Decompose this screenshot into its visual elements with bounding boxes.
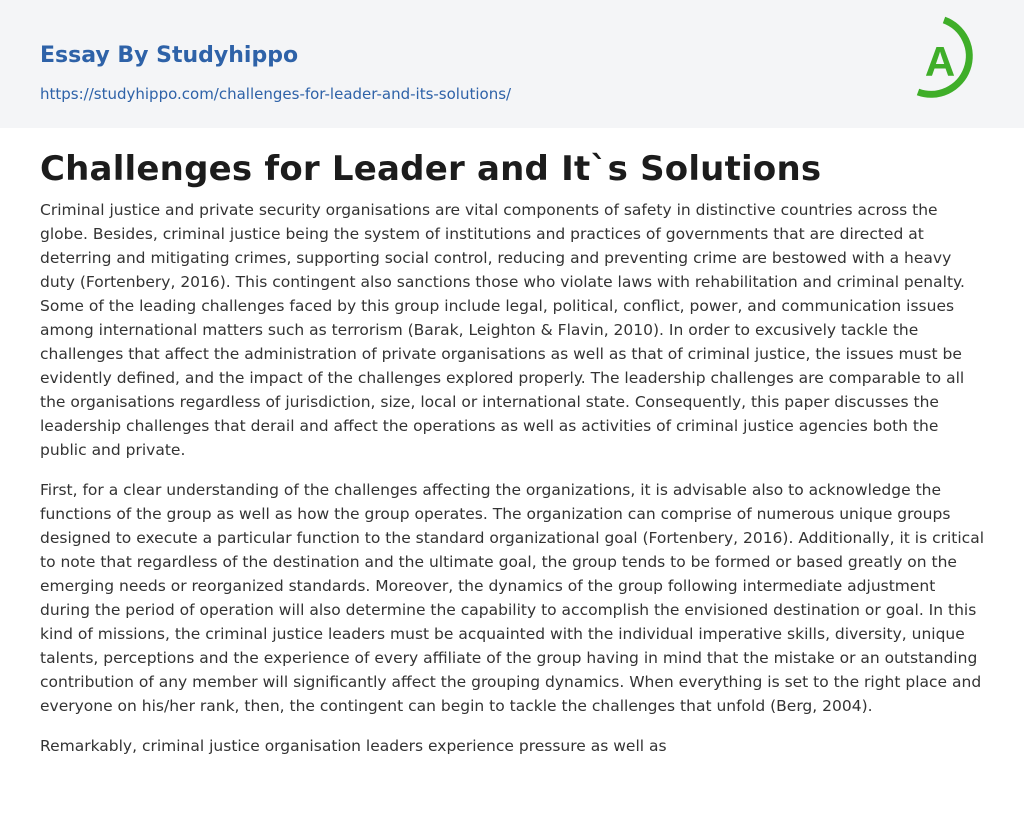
brand-title[interactable]: Essay By Studyhippo	[40, 43, 299, 68]
article	[40, 146, 984, 774]
page-title: Challenges for Leader and It`s Solutions	[40, 149, 822, 189]
logo-letter: A	[924, 38, 956, 85]
article-paragraph: First, for a clear understanding of the challenges affecting the organizations, it is advisable also to acknowledge the functions of the group as well as how the group operates. The organization can comprise of numerous unique groups designed to execute a particular function to the standard organizational goal (Fortenbery, 2016). Additionally, it is critical to note that regardless of the destination and the ultimate goal, the group tends to be formed or based greatly on the emerging needs or reorganized standards. Moreover, the dynamics of the group following intermediate adjustment during the period of operation will also determine the capability to accomplish the envisioned destination or goal. In this kind of missions, the criminal justice leaders must be acquainted with the individual imperative skills, diversity, unique talents, perceptions and the experience of every affiliate of the group having in mind that the mistake or an outstanding contribution of any member will significantly affect the grouping dynamics. When everything is set to the right place and everyone on his/her rank, then, the contingent can begin to tackle the challenges that unfold (Berg, 2004).	[40, 481, 984, 715]
article-paragraph: Criminal justice and private security organisations are vital components of safety in distinctive countries across the globe. Besides, criminal justice being the system of institutions and practices of governments that are directed at deterring and mitigating crimes, supporting social control, reducing and preventing crime are bestowed with a heavy duty (Fortenbery, 2016). This contingent also sanctions those who violate laws with rehabilitation and criminal penalty. Some of the leading challenges faced by this group include legal, political, conflict, power, and communication issues among international matters such as terrorism (Barak, Leighton & Flavin, 2010). In order to excusively tackle the challenges that affect the administration of private organisations as well as that of criminal justice, the issues must be evidently defined, and the impact of the challenges explored properly. The leadership challenges are comparable to all the organisations regardless of jurisdiction, size, local or international state. Consequently, this paper discusses the leadership challenges that derail and affect the operations as well as activities of criminal justice agencies both the public and private.	[40, 201, 965, 459]
article-paragraph: Remarkably, criminal justice organisation leaders experience pressure as well as	[40, 737, 667, 755]
source-url-link[interactable]: https://studyhippo.com/challenges-for-leader-and-its-solutions/	[40, 85, 512, 103]
header	[0, 0, 1024, 128]
studyhippo-logo-icon[interactable]	[906, 14, 992, 110]
